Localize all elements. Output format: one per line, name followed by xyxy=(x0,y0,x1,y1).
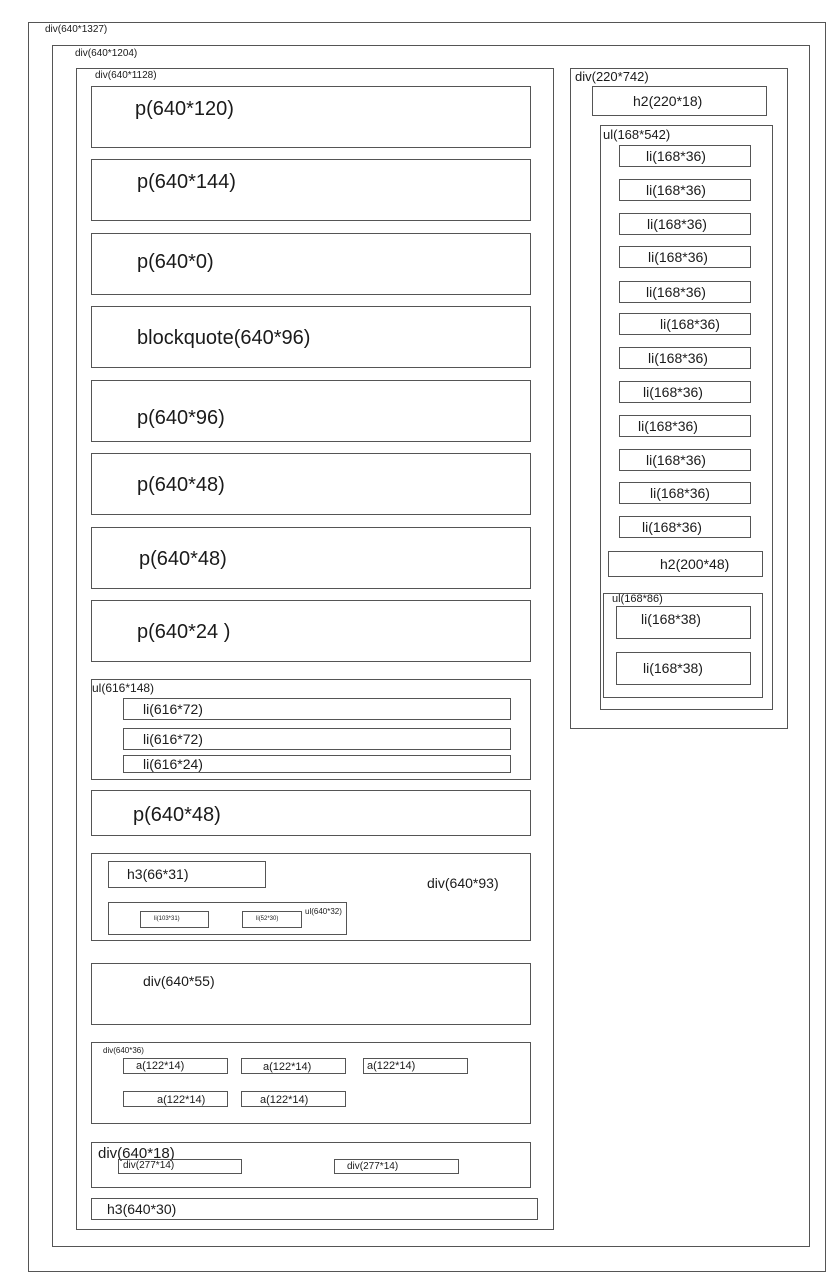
tags-heading-label: h3(66*31) xyxy=(127,866,189,882)
tag-item-label-2: li(52*30) xyxy=(256,916,279,922)
sidebar-list2-item-label-1: li(168*38) xyxy=(641,611,701,627)
sidebar-item-label-5: li(168*36) xyxy=(646,284,706,300)
sidebar-list2-item-label-2: li(168*38) xyxy=(643,660,703,676)
paragraph-label-1: p(640*120) xyxy=(135,98,234,120)
paragraph-label-9: p(640*48) xyxy=(133,804,221,826)
paragraph-label-8: p(640*24 ) xyxy=(137,621,231,643)
nav-item-label-1: div(277*14) xyxy=(123,1160,175,1171)
paragraph-label-6: p(640*48) xyxy=(137,474,225,496)
link-label-3[interactable]: a(122*14) xyxy=(367,1060,416,1072)
paragraph-label-3: p(640*0) xyxy=(137,251,214,273)
tags-div-label: div(640*93) xyxy=(427,875,499,891)
paragraph-label-5: p(640*96) xyxy=(137,407,225,429)
list-item-label-2: li(616*72) xyxy=(143,731,203,747)
paragraph-label-7: p(640*48) xyxy=(139,548,227,570)
sidebar-list-label: ul(168*542) xyxy=(603,127,671,142)
sidebar-item-label-3: li(168*36) xyxy=(647,216,707,232)
sidebar-heading2-label: h2(200*48) xyxy=(660,556,730,572)
tag-item-label-1: li(103*31) xyxy=(154,916,180,922)
sidebar-item-label-1: li(168*36) xyxy=(646,148,706,164)
main-list-label: ul(616*148) xyxy=(92,681,155,695)
sidebar-item-label-6: li(168*36) xyxy=(660,316,720,332)
sidebar-div-label: div(220*742) xyxy=(575,69,649,84)
div55-label: div(640*55) xyxy=(143,973,215,989)
sidebar-heading-label: h2(220*18) xyxy=(633,93,703,109)
sidebar-item-label-9: li(168*36) xyxy=(638,418,698,434)
links-div-box xyxy=(91,1042,531,1124)
link-label-5[interactable]: a(122*14) xyxy=(260,1094,309,1106)
bottom-heading-label: h3(640*30) xyxy=(107,1201,177,1217)
sidebar-item-label-11: li(168*36) xyxy=(650,485,710,501)
nav-item-label-2: div(277*14) xyxy=(347,1161,399,1172)
link-label-1[interactable]: a(122*14) xyxy=(136,1060,185,1072)
list-item-label-1: li(616*72) xyxy=(143,701,203,717)
main-div-label: div(640*1128) xyxy=(95,70,157,81)
links-div-label: div(640*36) xyxy=(103,1046,144,1055)
wrap-div-label: div(640*1204) xyxy=(75,48,138,59)
link-label-4[interactable]: a(122*14) xyxy=(157,1094,206,1106)
outer-div-label: div(640*1327) xyxy=(45,24,108,35)
sidebar-item-label-2: li(168*36) xyxy=(646,182,706,198)
link-label-2[interactable]: a(122*14) xyxy=(263,1061,312,1073)
tags-list-label: ul(640*32) xyxy=(305,907,342,916)
blockquote-label: blockquote(640*96) xyxy=(137,327,311,349)
sidebar-item-label-12: li(168*36) xyxy=(642,519,702,535)
list-item-label-3: li(616*24) xyxy=(143,756,203,772)
paragraph-label-2: p(640*144) xyxy=(137,171,236,193)
sidebar-item-label-8: li(168*36) xyxy=(643,384,703,400)
sidebar-item-label-4: li(168*36) xyxy=(648,249,708,265)
nav-div-label: div(640*18) xyxy=(98,1145,175,1162)
sidebar-list2-label: ul(168*86) xyxy=(612,593,663,605)
sidebar-item-label-10: li(168*36) xyxy=(646,452,706,468)
sidebar-item-label-7: li(168*36) xyxy=(648,350,708,366)
